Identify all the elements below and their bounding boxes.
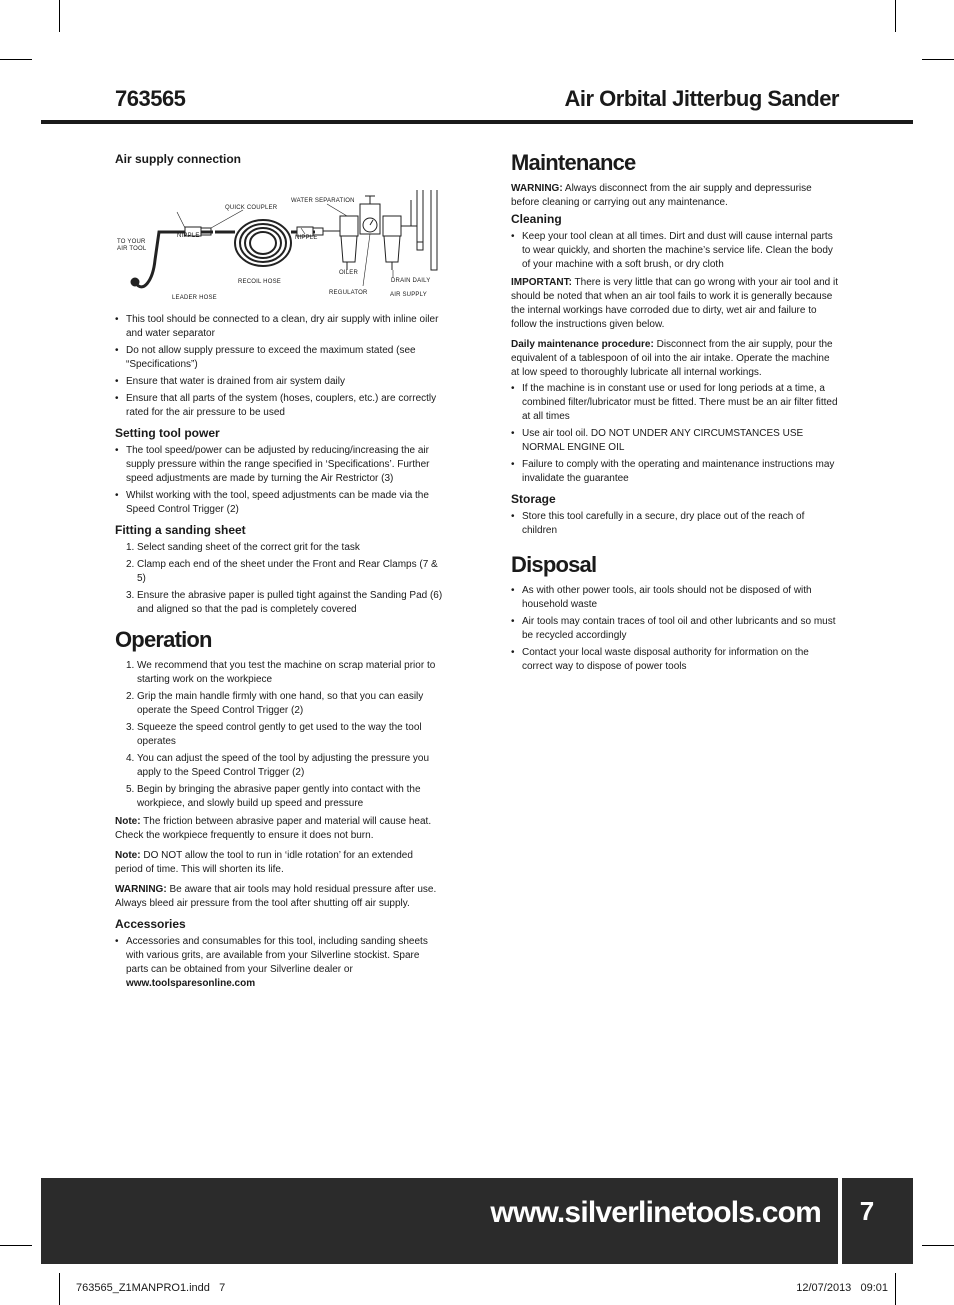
label-leader-hose: LEADER HOSE bbox=[172, 295, 217, 301]
slug-filename: 763565_Z1MANPRO1.indd 7 bbox=[76, 1282, 226, 1294]
spares-link[interactable]: www.toolsparesonline.com bbox=[126, 978, 256, 989]
label-water-separation: WATER SEPARATION bbox=[291, 198, 355, 204]
warning-residual-pressure: WARNING: Be aware that air tools may hold residual pressure after use. Always bleed air pressure from the tool after shutting off air supply. bbox=[115, 884, 437, 909]
list-item: • Use air tool oil. DO NOT UNDER ANY CIRCUMSTANCES USE NORMAL ENGINE OIL bbox=[511, 427, 839, 455]
list-item: • Keep your tool clean at all times. Dirt and dust will cause internal parts to wear quickly, and shorten the machine’s service life. Clean the body of your machine with a soft brush, or dry cloth bbox=[511, 230, 839, 272]
list-item: 3. Ensure the abrasive paper is pulled tight against the Sanding Pad (6) and aligned so that the pad is completely covered bbox=[126, 590, 443, 615]
air-supply-diagram bbox=[115, 170, 445, 301]
label-regulator: REGULATOR bbox=[329, 290, 368, 296]
sanding-sheet-heading: Fitting a sanding sheet bbox=[115, 523, 246, 537]
right-column bbox=[511, 150, 839, 678]
crop-mark bbox=[922, 1245, 954, 1246]
storage-list bbox=[511, 510, 839, 538]
list-item: • Whilst working with the tool, speed adjustments can be made via the Speed Control Trigger (2) bbox=[115, 489, 443, 517]
crop-mark bbox=[0, 1245, 32, 1246]
maintenance-heading: Maintenance bbox=[511, 150, 636, 175]
label-drain-daily: DRAIN DAILY bbox=[391, 278, 431, 284]
footer-website-link[interactable]: www.silverlinetools.com bbox=[490, 1196, 821, 1229]
crop-mark bbox=[922, 59, 954, 60]
operation-heading: Operation bbox=[115, 627, 212, 652]
crop-mark bbox=[895, 0, 896, 32]
label-to-your-air-tool-line2: AIR TOOL bbox=[117, 246, 147, 252]
label-quick-coupler: QUICK COUPLER bbox=[225, 205, 278, 211]
daily-maintenance: Daily maintenance procedure: Disconnect from the air supply, pour the equivalent of a tablespoon of oil into the air intake. Operate the machine at low speed to thoroughly lubricate all internal workings. bbox=[511, 339, 833, 378]
sanding-sheet-steps bbox=[115, 541, 443, 617]
list-item: • Failure to comply with the operating and maintenance instructions may invalidate the guarantee bbox=[511, 458, 839, 486]
setting-power-heading: Setting tool power bbox=[115, 426, 220, 440]
crop-mark bbox=[0, 59, 32, 60]
model-number: 763565 bbox=[115, 86, 186, 111]
note-friction: Note: The friction between abrasive paper and material will cause heat. Check the workpiece frequently to ensure it does not burn. bbox=[115, 816, 432, 841]
setting-power-list bbox=[115, 444, 443, 517]
label-to-your-air-tool-line1: TO YOUR bbox=[117, 239, 146, 245]
important-note: IMPORTANT: There is very little that can go wrong with your air tool and it should be noted that when an air tool fails to work it is generally because the internal workings have corroded due to dirty, wet air and failure to follow the instructions given below. bbox=[511, 277, 838, 330]
slug-date: 12/07/2013 09:01 bbox=[796, 1282, 888, 1294]
list-item: 2. Clamp each end of the sheet under the Front and Rear Clamps (7 & 5) bbox=[126, 559, 438, 584]
label-oiler: OILER bbox=[339, 270, 359, 276]
label-nipple-right: NIPPLE bbox=[295, 235, 318, 241]
operation-steps bbox=[115, 659, 443, 811]
page-number: 7 bbox=[859, 1196, 875, 1226]
list-item: 3. Squeeze the speed control gently to get used to the way the tool operates bbox=[126, 722, 422, 747]
list-item: • This tool should be connected to a clean, dry air supply with inline oiler and water separator bbox=[115, 313, 443, 341]
cleaning-heading: Cleaning bbox=[511, 212, 562, 226]
left-column bbox=[115, 150, 443, 995]
list-item: • If the machine is in constant use or used for long periods at a time, a combined filter/lubricator must be fitted. There must be an air filter fitted at all times bbox=[511, 382, 839, 424]
list-item: 5. Begin by bringing the abrasive paper gently into contact with the workpiece, and slowly build up speed and pressure bbox=[126, 784, 421, 809]
crop-mark bbox=[59, 1273, 60, 1305]
storage-heading: Storage bbox=[511, 492, 556, 506]
accessories-heading: Accessories bbox=[115, 917, 186, 931]
list-item: • As with other power tools, air tools should not be disposed of with household waste bbox=[511, 584, 839, 612]
cleaning-list bbox=[511, 230, 839, 272]
crop-mark bbox=[895, 1273, 896, 1305]
list-item: • Accessories and consumables for this tool, including sanding sheets with various grits, are available from your Silverline stockist. Spare parts can be obtained from your Silverline dealer or www.toolsparesonline.com bbox=[115, 935, 443, 991]
note-idle: Note: DO NOT allow the tool to run in ‘idle rotation’ for an extended period of time. This will shorten its life. bbox=[115, 850, 413, 875]
disposal-heading: Disposal bbox=[511, 552, 597, 577]
page-title: Air Orbital Jitterbug Sander bbox=[564, 86, 839, 111]
maintenance-warning: WARNING: Always disconnect from the air supply and depressurise before cleaning or carrying out any maintenance. bbox=[511, 183, 812, 208]
air-supply-diagram-drawing bbox=[115, 170, 445, 295]
disposal-list bbox=[511, 584, 839, 674]
header-rule bbox=[41, 120, 913, 124]
list-item: 1. We recommend that you test the machine on scrap material prior to starting work on the workpiece bbox=[126, 660, 436, 685]
label-air-supply: AIR SUPPLY bbox=[390, 292, 427, 298]
list-item: • Air tools may contain traces of tool oil and other lubricants and so must be recycled accordingly bbox=[511, 615, 839, 643]
list-item: • Ensure that all parts of the system (hoses, couplers, etc.) are correctly rated for the air pressure to be used bbox=[115, 392, 443, 420]
air-supply-list bbox=[115, 313, 443, 420]
list-item: 4. You can adjust the speed of the tool by adjusting the pressure you apply to the Speed Control Trigger (2) bbox=[126, 753, 430, 778]
list-item: 1. Select sanding sheet of the correct grit for the task bbox=[126, 542, 360, 553]
air-supply-heading: Air supply connection bbox=[115, 152, 242, 166]
list-item: • Do not allow supply pressure to exceed the maximum stated (see “Specifications”) bbox=[115, 344, 443, 372]
list-item: • Contact your local waste disposal authority for information on the correct way to dispose of power tools bbox=[511, 646, 839, 674]
daily-maintenance-list bbox=[511, 382, 839, 486]
list-item: • The tool speed/power can be adjusted by reducing/increasing the air supply pressure within the range specified in ‘Specifications’. Further speed adjustments are made by turning the Air Restrictor (3) bbox=[115, 444, 443, 486]
accessories-list bbox=[115, 935, 443, 991]
label-nipple-left: NIPPLE bbox=[177, 233, 200, 239]
list-item: • Ensure that water is drained from air system daily bbox=[115, 375, 443, 389]
footer-bar bbox=[41, 1178, 913, 1264]
list-item: • Store this tool carefully in a secure, dry place out of the reach of children bbox=[511, 510, 839, 538]
label-recoil-hose: RECOIL HOSE bbox=[238, 279, 281, 285]
crop-mark bbox=[59, 0, 60, 32]
list-item: 2. Grip the main handle firmly with one hand, so that you can easily operate the Speed Control Trigger (2) bbox=[126, 691, 424, 716]
